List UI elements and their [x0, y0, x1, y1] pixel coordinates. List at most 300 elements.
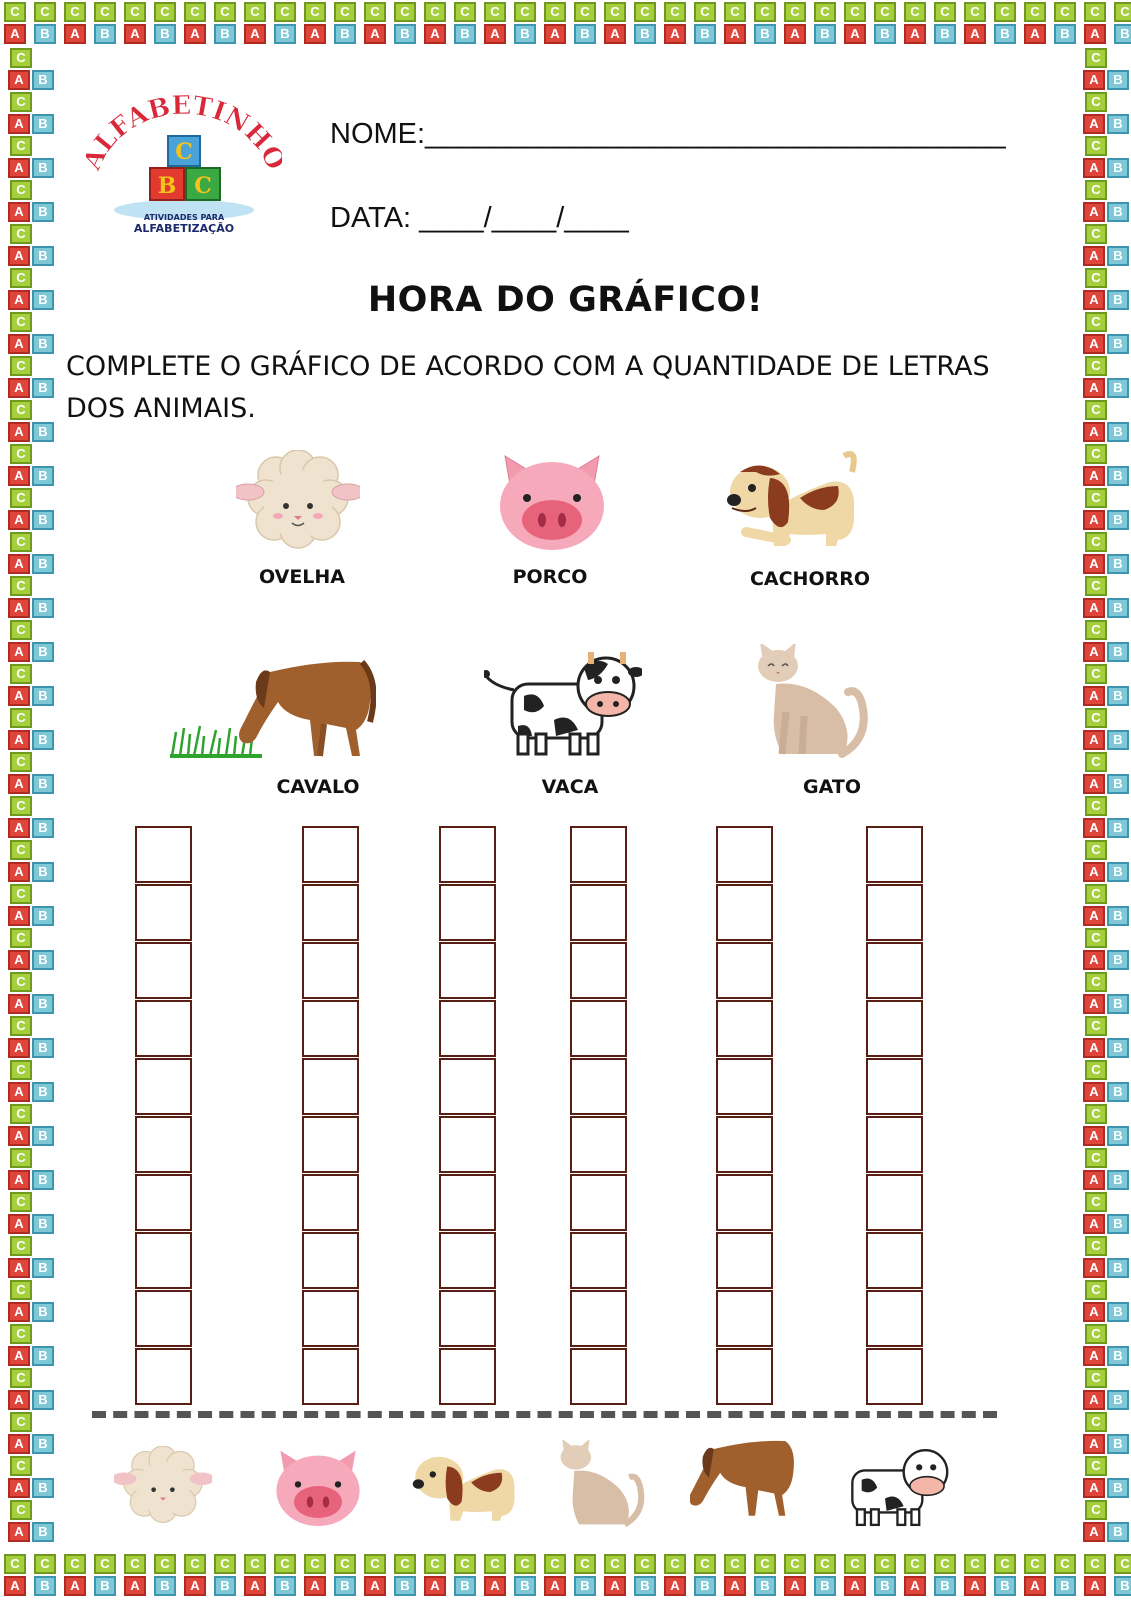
- abc-block: A: [8, 1038, 30, 1058]
- abc-block: C: [634, 1554, 656, 1574]
- abc-block: C: [544, 2, 566, 22]
- abc-block: B: [754, 1576, 776, 1596]
- abc-block: B: [1107, 1038, 1129, 1058]
- graph-cell[interactable]: [302, 942, 359, 999]
- abc-block: B: [1107, 686, 1129, 706]
- abc-block: C: [454, 1554, 476, 1574]
- graph-cell[interactable]: [135, 1348, 192, 1405]
- abc-block: A: [484, 1576, 506, 1596]
- graph-cell[interactable]: [302, 1290, 359, 1347]
- sheep-icon: [236, 450, 360, 555]
- date-field[interactable]: DATA: ____/____/____: [330, 202, 629, 234]
- graph-cell[interactable]: [866, 1000, 923, 1057]
- abc-block: B: [1107, 906, 1129, 926]
- abc-block: A: [1083, 1170, 1105, 1190]
- abc-block: A: [1083, 1346, 1105, 1366]
- abc-block: A: [8, 642, 30, 662]
- graph-cell[interactable]: [135, 884, 192, 941]
- abc-block: A: [8, 774, 30, 794]
- abc-block: C: [1054, 1554, 1076, 1574]
- abc-block: A: [1024, 1576, 1046, 1596]
- graph-cell[interactable]: [439, 826, 496, 883]
- abc-block: C: [634, 2, 656, 22]
- abc-block: B: [514, 1576, 536, 1596]
- abc-block: C: [544, 1554, 566, 1574]
- abc-block: C: [10, 576, 32, 596]
- cow-icon: [484, 650, 642, 763]
- graph-cell[interactable]: [570, 1116, 627, 1173]
- abc-block: C: [94, 1554, 116, 1574]
- graph-cell[interactable]: [439, 1290, 496, 1347]
- cat-icon: [752, 644, 870, 763]
- abc-block: A: [8, 994, 30, 1014]
- abc-block: C: [94, 2, 116, 22]
- abc-block: A: [1083, 730, 1105, 750]
- abc-block: C: [244, 1554, 266, 1574]
- abc-block: B: [634, 1576, 656, 1596]
- abc-block: B: [1114, 1576, 1131, 1596]
- abc-block: B: [1107, 1214, 1129, 1234]
- abc-block: A: [784, 1576, 806, 1596]
- graph-cell[interactable]: [135, 1116, 192, 1173]
- abc-block: A: [1084, 24, 1106, 44]
- abc-block: B: [1107, 1390, 1129, 1410]
- graph-cell[interactable]: [866, 1116, 923, 1173]
- abc-block: A: [4, 1576, 26, 1596]
- abc-block: A: [8, 290, 30, 310]
- graph-cell[interactable]: [135, 1290, 192, 1347]
- abc-block: C: [10, 312, 32, 332]
- abc-block: B: [94, 24, 116, 44]
- abc-block: C: [514, 2, 536, 22]
- abc-block: C: [1114, 2, 1131, 22]
- abc-block: A: [844, 24, 866, 44]
- abc-block: B: [1107, 70, 1129, 90]
- abc-block: A: [1083, 642, 1105, 662]
- abc-block: A: [304, 1576, 326, 1596]
- abc-block: C: [154, 1554, 176, 1574]
- graph-cell[interactable]: [135, 1174, 192, 1231]
- abc-block: C: [304, 2, 326, 22]
- abc-block: B: [1107, 1302, 1129, 1322]
- page-title: HORA DO GRÁFICO!: [367, 280, 764, 320]
- name-field[interactable]: NOME:____________________________________: [330, 118, 1006, 150]
- logo-block-right: [186, 168, 220, 200]
- abc-block: C: [904, 2, 926, 22]
- abc-block: B: [32, 1522, 54, 1542]
- abc-block: A: [184, 24, 206, 44]
- logo-tagline-1: ATIVIDADES PARA: [143, 213, 225, 222]
- graph-cell[interactable]: [302, 1058, 359, 1115]
- graph-cell[interactable]: [570, 1058, 627, 1115]
- abc-block: C: [364, 2, 386, 22]
- abc-block: B: [274, 24, 296, 44]
- abc-block: A: [8, 1478, 30, 1498]
- abc-block: B: [874, 1576, 896, 1596]
- abc-block: B: [394, 24, 416, 44]
- abc-block: A: [544, 24, 566, 44]
- abc-block: A: [1083, 422, 1105, 442]
- abc-block: A: [1083, 114, 1105, 134]
- abc-block: C: [574, 2, 596, 22]
- graph-cell[interactable]: [570, 1290, 627, 1347]
- graph-cell[interactable]: [716, 942, 773, 999]
- abc-block: C: [10, 488, 32, 508]
- abc-block: A: [664, 1576, 686, 1596]
- abc-block: A: [544, 1576, 566, 1596]
- abc-block: C: [1085, 1016, 1107, 1036]
- abc-block: A: [784, 24, 806, 44]
- graph-cell[interactable]: [570, 826, 627, 883]
- abc-block: C: [10, 1016, 32, 1036]
- abc-block: A: [724, 24, 746, 44]
- abc-block: B: [1107, 1434, 1129, 1454]
- abc-block: C: [844, 1554, 866, 1574]
- abc-block: C: [1085, 620, 1107, 640]
- logo-brand-text: LFABETINH: [89, 92, 277, 158]
- abc-block: C: [1085, 488, 1107, 508]
- abc-block: C: [484, 1554, 506, 1574]
- abc-block: A: [1083, 1126, 1105, 1146]
- abc-block: C: [1085, 884, 1107, 904]
- logo-tagline-2: ALFABETIZAÇÃO: [133, 222, 235, 235]
- abc-block: B: [32, 422, 54, 442]
- abc-block: A: [424, 24, 446, 44]
- abc-block: A: [8, 686, 30, 706]
- abc-block: C: [10, 1456, 32, 1476]
- abc-block: B: [32, 906, 54, 926]
- abc-block: B: [814, 1576, 836, 1596]
- graph-cell[interactable]: [302, 1000, 359, 1057]
- abc-block: B: [994, 1576, 1016, 1596]
- abc-block: C: [1085, 180, 1107, 200]
- abc-block: A: [484, 24, 506, 44]
- abc-block: A: [964, 1576, 986, 1596]
- abc-block: A: [1083, 818, 1105, 838]
- abc-block: C: [1085, 664, 1107, 684]
- abc-block: A: [8, 334, 30, 354]
- abc-block: C: [10, 532, 32, 552]
- abc-block: A: [8, 1302, 30, 1322]
- abc-block: C: [1085, 1500, 1107, 1520]
- abc-block: C: [424, 2, 446, 22]
- abc-block: A: [364, 24, 386, 44]
- graph-cell[interactable]: [439, 1348, 496, 1405]
- abc-block: A: [1083, 290, 1105, 310]
- abc-block: A: [1083, 1082, 1105, 1102]
- abc-block: A: [244, 1576, 266, 1596]
- graph-cell[interactable]: [570, 1174, 627, 1231]
- abc-block: C: [4, 2, 26, 22]
- abc-block: B: [694, 1576, 716, 1596]
- abc-block: B: [1107, 1478, 1129, 1498]
- animal-label-sheep: OVELHA: [258, 566, 346, 588]
- abc-block: C: [184, 1554, 206, 1574]
- graph-cell[interactable]: [135, 1000, 192, 1057]
- abc-block: A: [4, 24, 26, 44]
- abc-block-border-left: [0, 48, 60, 1552]
- graph-cell[interactable]: [716, 1232, 773, 1289]
- abc-block: A: [1083, 554, 1105, 574]
- graph-cell[interactable]: [439, 1116, 496, 1173]
- abc-block: B: [814, 24, 836, 44]
- cow-icon-column: [830, 1444, 954, 1533]
- graph-cell[interactable]: [716, 1000, 773, 1057]
- graph-cell[interactable]: [866, 1348, 923, 1405]
- abc-block: C: [1085, 312, 1107, 332]
- abc-block: C: [784, 1554, 806, 1574]
- graph-cell[interactable]: [135, 942, 192, 999]
- abc-block: C: [934, 1554, 956, 1574]
- abc-block: B: [32, 686, 54, 706]
- abc-block: B: [1054, 1576, 1076, 1596]
- abc-block: A: [244, 24, 266, 44]
- abc-block: C: [10, 752, 32, 772]
- graph-cell[interactable]: [866, 1232, 923, 1289]
- abc-block: C: [10, 356, 32, 376]
- graph-cell[interactable]: [302, 1116, 359, 1173]
- animal-label-cat: GATO: [803, 776, 861, 798]
- abc-block: C: [604, 2, 626, 22]
- graph-cell[interactable]: [570, 884, 627, 941]
- abc-block: C: [1085, 1280, 1107, 1300]
- abc-block: B: [1107, 1170, 1129, 1190]
- abc-block: A: [8, 950, 30, 970]
- abc-block: B: [1107, 466, 1129, 486]
- abc-block: A: [1083, 906, 1105, 926]
- abc-block: B: [1107, 114, 1129, 134]
- abc-block: A: [1083, 466, 1105, 486]
- abc-block: C: [1085, 224, 1107, 244]
- abc-block: A: [8, 862, 30, 882]
- abc-block: C: [844, 2, 866, 22]
- abc-block: C: [274, 2, 296, 22]
- abc-block: B: [1107, 1258, 1129, 1278]
- abc-block: C: [1085, 840, 1107, 860]
- abc-block: A: [904, 24, 926, 44]
- abc-block: B: [994, 24, 1016, 44]
- abc-block: C: [664, 2, 686, 22]
- graph-cell[interactable]: [302, 1174, 359, 1231]
- graph-cell[interactable]: [716, 826, 773, 883]
- abc-block: B: [1107, 334, 1129, 354]
- abc-block: B: [1107, 950, 1129, 970]
- abc-block: C: [10, 1060, 32, 1080]
- abc-block: B: [1107, 422, 1129, 442]
- abc-block: C: [754, 2, 776, 22]
- graph-cell[interactable]: [570, 942, 627, 999]
- abc-block: A: [8, 1258, 30, 1278]
- graph-cell[interactable]: [302, 1232, 359, 1289]
- abc-block: B: [32, 202, 54, 222]
- graph-cell[interactable]: [866, 942, 923, 999]
- abc-block: C: [1054, 2, 1076, 22]
- abc-block: C: [1085, 796, 1107, 816]
- abc-block: A: [1083, 1390, 1105, 1410]
- abc-block: B: [94, 1576, 116, 1596]
- abc-block: C: [1114, 1554, 1131, 1574]
- abc-block: C: [154, 2, 176, 22]
- abc-block: A: [724, 1576, 746, 1596]
- graph-cell[interactable]: [866, 1290, 923, 1347]
- graph-cell[interactable]: [716, 884, 773, 941]
- abc-block: C: [10, 180, 32, 200]
- abc-block: A: [1024, 24, 1046, 44]
- graph-cell[interactable]: [302, 826, 359, 883]
- abc-block: A: [184, 1576, 206, 1596]
- abc-block: C: [1085, 1412, 1107, 1432]
- abc-block: B: [32, 1434, 54, 1454]
- instructions-text: COMPLETE O GRÁFICO DE ACORDO COM A QUANTIDADE DE LETRAS DOS ANIMAIS.: [66, 351, 990, 424]
- graph-cell[interactable]: [716, 1058, 773, 1115]
- graph-cell[interactable]: [439, 1000, 496, 1057]
- graph-cell[interactable]: [716, 1116, 773, 1173]
- abc-block: A: [304, 24, 326, 44]
- abc-block: C: [10, 136, 32, 156]
- abc-block: A: [8, 422, 30, 442]
- abc-block: B: [34, 24, 56, 44]
- graph-cell[interactable]: [302, 1348, 359, 1405]
- abc-block: C: [724, 1554, 746, 1574]
- abc-block: A: [904, 1576, 926, 1596]
- abc-block: A: [604, 24, 626, 44]
- abc-block: C: [10, 1324, 32, 1344]
- graph-cell[interactable]: [439, 1174, 496, 1231]
- abc-block: C: [10, 400, 32, 420]
- abc-block: B: [32, 862, 54, 882]
- abc-block: C: [64, 1554, 86, 1574]
- graph-cell[interactable]: [135, 1058, 192, 1115]
- abc-block: A: [1083, 1478, 1105, 1498]
- abc-block: B: [274, 1576, 296, 1596]
- abc-block: A: [8, 1390, 30, 1410]
- abc-block: C: [424, 1554, 446, 1574]
- dog-icon: [726, 448, 866, 557]
- graph-cell[interactable]: [439, 884, 496, 941]
- abc-block: B: [1107, 510, 1129, 530]
- svg-text:C: C: [194, 173, 212, 199]
- animal-label-pig: PORCO: [512, 566, 588, 588]
- graph-cell[interactable]: [302, 884, 359, 941]
- graph-column-dog: [439, 826, 496, 1406]
- graph-cell[interactable]: [716, 1174, 773, 1231]
- abc-block: C: [394, 2, 416, 22]
- abc-block: B: [1107, 290, 1129, 310]
- abc-block: A: [1083, 70, 1105, 90]
- graph-cell[interactable]: [570, 1232, 627, 1289]
- graph-cell[interactable]: [135, 1232, 192, 1289]
- graph-cell[interactable]: [866, 1174, 923, 1231]
- graph-cell[interactable]: [439, 1232, 496, 1289]
- abc-block: B: [1107, 730, 1129, 750]
- abc-block: B: [32, 1126, 54, 1146]
- abc-block: B: [32, 246, 54, 266]
- abc-block: B: [574, 24, 596, 44]
- abc-block: A: [8, 1170, 30, 1190]
- abc-block: C: [1085, 1148, 1107, 1168]
- graph-column-pig: [302, 826, 359, 1406]
- abc-block: B: [1107, 158, 1129, 178]
- abc-block: C: [394, 1554, 416, 1574]
- abc-block: C: [1085, 400, 1107, 420]
- abc-block: A: [1083, 950, 1105, 970]
- abc-block: A: [1083, 1302, 1105, 1322]
- abc-block: B: [1107, 554, 1129, 574]
- abc-block: C: [10, 708, 32, 728]
- abc-block: A: [8, 1434, 30, 1454]
- graph-cell[interactable]: [570, 1000, 627, 1057]
- graph-cell[interactable]: [716, 1290, 773, 1347]
- abc-block: C: [964, 1554, 986, 1574]
- abc-block: B: [1107, 862, 1129, 882]
- abc-block: C: [1084, 1554, 1106, 1574]
- abc-block: C: [874, 1554, 896, 1574]
- cat-icon-column: [556, 1440, 646, 1533]
- abc-block: A: [8, 202, 30, 222]
- sheep-icon-column: [114, 1446, 212, 1529]
- abc-block: C: [334, 1554, 356, 1574]
- svg-text:B: B: [157, 173, 177, 199]
- animal-label-cow: VACA: [541, 776, 599, 798]
- abc-block: B: [394, 1576, 416, 1596]
- abc-block: A: [124, 1576, 146, 1596]
- abc-block: A: [8, 554, 30, 574]
- abc-block: C: [1085, 1368, 1107, 1388]
- abc-block: B: [1107, 1346, 1129, 1366]
- graph-cell[interactable]: [570, 1348, 627, 1405]
- abc-block: C: [10, 1500, 32, 1520]
- abc-block: A: [1083, 510, 1105, 530]
- graph-cell[interactable]: [866, 826, 923, 883]
- abc-block: C: [64, 2, 86, 22]
- abc-block: B: [1107, 642, 1129, 662]
- abc-block: A: [1083, 378, 1105, 398]
- abc-block: C: [10, 884, 32, 904]
- abc-block: A: [1083, 334, 1105, 354]
- abc-block: C: [364, 1554, 386, 1574]
- abc-block: B: [1107, 598, 1129, 618]
- abc-block: B: [1107, 378, 1129, 398]
- abc-block: A: [424, 1576, 446, 1596]
- pig-icon: [497, 450, 607, 555]
- abc-block: C: [34, 1554, 56, 1574]
- abc-block: C: [934, 2, 956, 22]
- graph-cell[interactable]: [439, 942, 496, 999]
- abc-block: B: [454, 1576, 476, 1596]
- graph-cell[interactable]: [866, 1058, 923, 1115]
- abc-block: B: [154, 1576, 176, 1596]
- abc-block: C: [754, 1554, 776, 1574]
- abc-block: A: [8, 246, 30, 266]
- abc-block: B: [32, 1038, 54, 1058]
- graph-cell[interactable]: [135, 826, 192, 883]
- graph-cell[interactable]: [439, 1058, 496, 1115]
- abc-block: C: [1085, 92, 1107, 112]
- abc-block: A: [1083, 774, 1105, 794]
- abc-block: C: [1085, 576, 1107, 596]
- abc-block: B: [214, 1576, 236, 1596]
- abc-block: B: [874, 24, 896, 44]
- abc-block: B: [1107, 1126, 1129, 1146]
- graph-cell[interactable]: [716, 1348, 773, 1405]
- abc-block: B: [32, 1214, 54, 1234]
- graph-cell[interactable]: [866, 884, 923, 941]
- abc-block: B: [32, 994, 54, 1014]
- dashed-divider: [92, 1411, 997, 1418]
- abc-block: B: [32, 730, 54, 750]
- abc-block: C: [274, 1554, 296, 1574]
- abc-block: A: [8, 70, 30, 90]
